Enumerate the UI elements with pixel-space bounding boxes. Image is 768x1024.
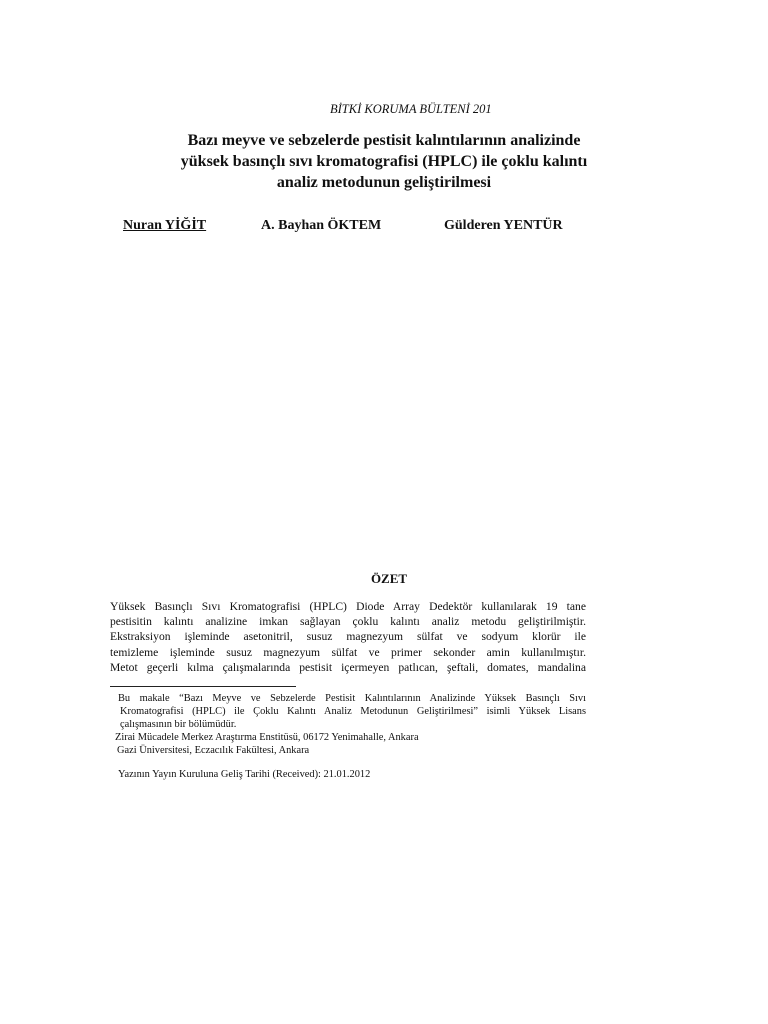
abstract-line: Ekstraksiyon işleminde asetonitril, susuz magnezyum sülfat ve sodyum klorür ile xyxy=(110,630,586,644)
footnote-line: çalışmasının bir bölümüdür. xyxy=(120,718,237,730)
journal-header: BİTKİ KORUMA BÜLTENİ 201 xyxy=(330,102,492,116)
article-title xyxy=(100,130,668,193)
abstract-line: Yüksek Basınçlı Sıvı Kromatografisi (HPLC) Diode Array Dedektör kullanılarak 19 tane xyxy=(110,600,586,613)
footnote-divider xyxy=(110,686,296,687)
footnote-institution-1: Zirai Mücadele Merkez Araştırma Enstitüsü, 06172 Yenimahalle, Ankara xyxy=(115,732,419,743)
author-name: Nuran YİĞİT xyxy=(123,218,207,233)
author-name: A. Bayhan ÖKTEM xyxy=(261,218,382,233)
title-line: yüksek basınçlı sıvı kromatografisi (HPLC) ile çoklu kalıntı xyxy=(180,153,588,170)
footnote-line: Bu makale “Bazı Meyve ve Sebzelerde Pestisit Kalıntılarının Analizinde Yüksek Basınçlı Sıvı xyxy=(118,693,586,704)
footnote-institution-2: Gazi Üniversitesi, Eczacılık Fakültesi, Ankara xyxy=(117,745,310,756)
author-name: Gülderen YENTÜR xyxy=(444,218,563,233)
abstract-line: Metot geçerli kılma çalışmalarında pestisit içermeyen patlıcan, şeftali, domates, mandalina xyxy=(110,660,586,674)
footnote-line: Kromatografisi (HPLC) ile Çoklu Kalıntı Analiz Metodunun Geliştirilmesi” isimli Yüksek Lisans xyxy=(120,705,586,717)
abstract-heading: ÖZET xyxy=(370,571,408,586)
title-line: Bazı meyve ve sebzelerde pestisit kalıntılarının analizinde xyxy=(187,132,581,149)
footnote-thesis-note xyxy=(118,693,586,731)
footnote-received-date: Yazının Yayın Kuruluna Geliş Tarihi (Received): 21.01.2012 xyxy=(118,769,371,780)
abstract-line: temizleme işleminde susuz magnezyum sülfat ve primer sekonder amin kullanılmıştır. xyxy=(110,645,586,659)
abstract-line: pestisitin kalıntı analizine imkan sağlayan çoklu kalıntı analiz metodu geliştirilmiştir. xyxy=(110,615,586,629)
title-line: analiz metodunun geliştirilmesi xyxy=(276,174,492,191)
abstract-body xyxy=(110,599,586,675)
